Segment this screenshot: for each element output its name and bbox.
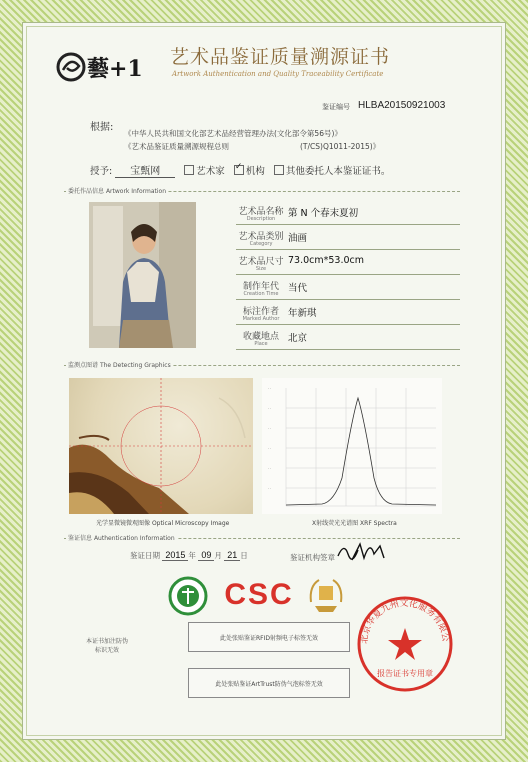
field-sub-label: Description — [246, 216, 276, 222]
field-value: 73.0cm*53.0cm — [288, 255, 365, 266]
sign-label: 鉴证机构签章 — [290, 553, 335, 562]
basis-label: 根据: — [90, 122, 114, 133]
date-label: 鉴证日期 — [130, 551, 160, 560]
field-value: 当代 — [288, 283, 308, 294]
field-underline — [236, 224, 460, 225]
cert-no-label: 鉴证编号 — [322, 103, 350, 111]
auth-section-label: 鉴证信息 Authentication Information — [68, 535, 175, 542]
checkbox-other[interactable] — [274, 165, 284, 175]
field-sub-label: Place — [254, 341, 268, 347]
option-other: 其他委托人本鉴证证书。 — [285, 166, 391, 177]
signature — [334, 536, 394, 570]
date-month: 09 — [198, 550, 214, 561]
field-label: 制作年代 — [242, 282, 279, 292]
xrf-spectra-plot — [262, 378, 442, 514]
certificate-title: 艺术品鉴证质量溯源证书 — [170, 46, 391, 68]
svg-text:· ·: · · — [268, 427, 272, 431]
gold-emblem-icon — [305, 572, 347, 614]
field-sub-label: Creation Time — [243, 291, 279, 297]
artwork-photo — [89, 202, 196, 348]
certificate-title-en: Artwork Authentication and Quality Traceability Certificate — [172, 70, 384, 78]
option-artist: 艺术家 — [196, 166, 225, 177]
brand-logo — [55, 48, 155, 86]
basis-item-1: 《中华人民共和国文化部艺术品经营管理办法(文化部令第56号)》 — [124, 129, 342, 138]
anti-fake-note: 本证书加注防伪标识无效 — [85, 638, 128, 654]
field-value: 第 N 个春末夏初 — [288, 208, 359, 219]
field-label: 收藏地点 — [242, 332, 279, 342]
field-label: 标注作者 — [242, 307, 279, 317]
red-seal-icon — [355, 594, 455, 694]
field-underline — [236, 324, 460, 325]
artwork-section-label: 委托作品信息 Artwork Information — [68, 188, 167, 195]
signature-image — [334, 536, 394, 566]
checkbox-institution[interactable] — [234, 165, 244, 175]
field-value: 北京 — [288, 333, 308, 344]
field-label: 艺术品尺寸 — [238, 257, 284, 267]
official-seal — [355, 594, 455, 698]
green-emblem-icon — [168, 576, 208, 616]
micro-caption: 光学显微镜微观图像 Optical Microscopy Image — [96, 520, 230, 527]
painting-girl-image — [89, 202, 196, 348]
svg-text:· ·: · · — [268, 447, 272, 451]
gold-emblem-logo — [305, 572, 347, 618]
field-underline — [236, 349, 460, 350]
field-sub-label: Category — [249, 241, 273, 247]
grant-row — [90, 162, 390, 178]
field-underline — [236, 274, 460, 275]
rfid-tag-box: 此处张贴鉴证RFID射频电子标签无效 — [188, 622, 350, 652]
field-value: 油画 — [288, 233, 308, 244]
checkbox-artist[interactable] — [184, 165, 194, 175]
field-label: 艺术品类别 — [238, 232, 284, 242]
svg-text:· ·: · · — [268, 467, 272, 471]
spectra-caption: X射线荧光光谱图 XRF Spectra — [312, 520, 397, 527]
date-day: 21 — [224, 550, 240, 561]
basis-item-3: (T/CS)Q1011-2015)》 — [300, 142, 381, 151]
svg-text:· ·: · · — [268, 387, 272, 391]
seal-bottom-text: 报告证书专用章 — [377, 669, 433, 678]
field-sub-label: Marked Author — [242, 316, 280, 322]
grantee-name: 宝甄网 — [115, 162, 175, 178]
microscope-texture-image — [69, 378, 253, 514]
detect-section-label: 监测点图谱 The Detecting Graphics — [68, 362, 171, 369]
option-institution: 机构 — [245, 166, 265, 177]
field-underline — [236, 249, 460, 250]
xrf-spectra-chart — [262, 378, 442, 514]
field-sub-label: Size — [255, 266, 267, 272]
date-year: 2015 — [162, 550, 188, 561]
field-value: 年新琪 — [288, 308, 317, 319]
cert-no-value: HLBA20150921003 — [358, 100, 446, 111]
svg-text:· ·: · · — [268, 407, 272, 411]
logo-text: 藝+1 — [87, 56, 143, 82]
basis-item-2: 《艺术品鉴证质量溯源规程总则 — [124, 142, 229, 151]
svg-text:· ·: · · — [268, 487, 272, 491]
artwork-field-row — [236, 202, 460, 226]
artwork-field-row — [236, 227, 460, 251]
field-underline — [236, 299, 460, 300]
seal-arc-text: 北京华夏九州文化服务有限公 — [359, 598, 451, 645]
green-emblem-logo — [168, 576, 208, 620]
field-label: 艺术品名称 — [238, 207, 284, 217]
artwork-field-row — [236, 277, 460, 301]
auth-date: 鉴证日期 2015 年 09 月 21 日 — [130, 550, 248, 560]
microscope-image — [69, 378, 253, 514]
artwork-field-row — [236, 302, 460, 326]
arttrust-tag-box: 此处张贴鉴证ArtTrust防伪气泡标签无效 — [188, 668, 350, 698]
artwork-field-row — [236, 327, 460, 351]
csc-logo: CSC — [224, 578, 294, 611]
grant-label: 授予: — [90, 166, 113, 177]
artwork-field-row — [236, 252, 460, 276]
